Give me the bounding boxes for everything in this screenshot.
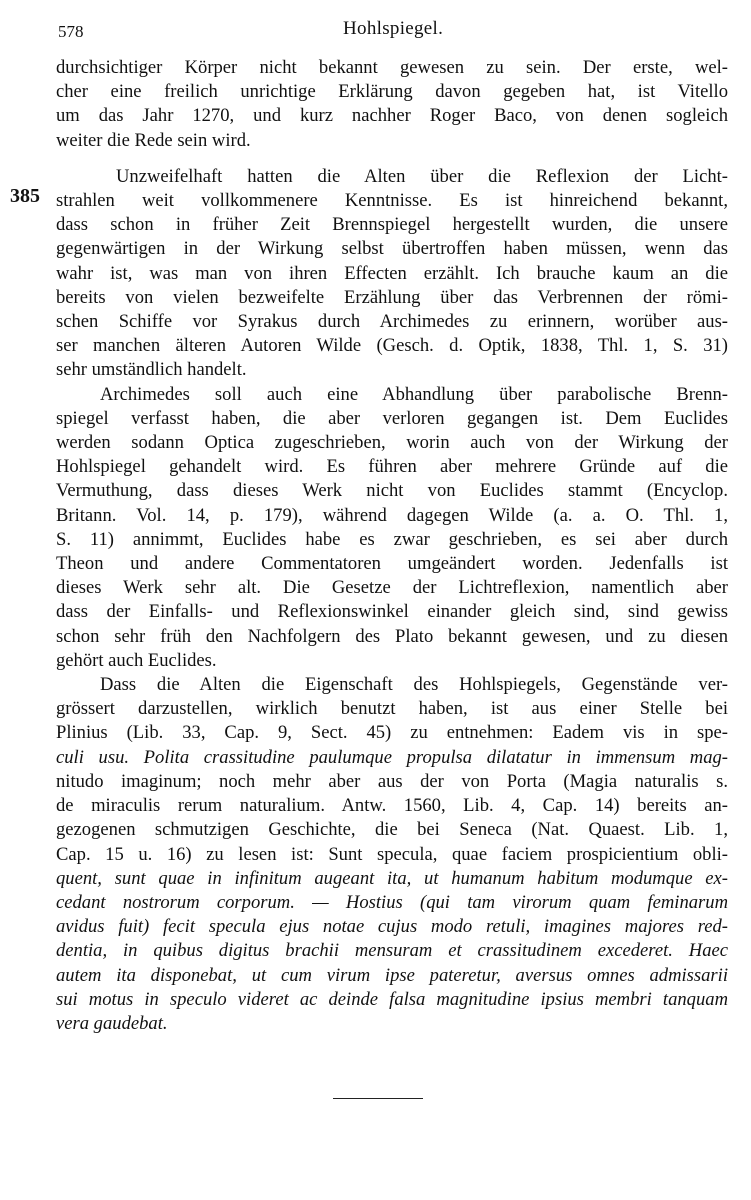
text-line: Dass die Alten die Eigenschaft des Hohlspiegels, Gegenstände ver- — [100, 674, 728, 696]
body-text — [56, 56, 728, 1036]
text-line: weiter die Rede sein wird. — [56, 129, 251, 151]
text-line: strahlen weit vollkommenere Kenntnisse. Es ist hinreichend bekannt, — [56, 190, 728, 212]
text-line: S. 11) annimmt, Euclides habe es zwar geschrieben, es sei aber durch — [56, 528, 728, 550]
text-line: wahr ist, was man von ihren Effecten erzählt. Ich brauche kaum an die — [56, 262, 728, 284]
text-line: dentia, in quibus digitus brachii mensuram et crassitudinem excederet. Haec — [56, 940, 728, 962]
paragraph-archimedes — [56, 383, 728, 673]
text-line: Plinius (Lib. 33, Cap. 9, Sect. 45) zu entnehmen: Eadem vis in spe- — [56, 722, 728, 744]
text-line: Archimedes soll auch eine Abhandlung über parabolische Brenn- — [100, 383, 728, 405]
text-line: schen Schiffe vor Syrakus durch Archimedes zu erinnern, worüber aus- — [56, 311, 728, 333]
text-line: avidus fuit) fecit specula ejus notae cujus modo retuli, imagines majores red- — [56, 916, 728, 938]
text-line: sui motus in speculo videret ac deinde falsa magnitudine ipsius membri tanquam — [56, 988, 728, 1010]
text-line: gezogenen schmutzigen Geschichte, die bei Seneca (Nat. Quaest. Lib. 1, — [56, 819, 728, 841]
text-line: durchsichtiger Körper nicht bekannt gewesen zu sein. Der erste, wel- — [56, 57, 728, 78]
text-line: culi usu. Polita crassitudine paulumque propulsa dilatatur in immensum mag- — [56, 746, 728, 768]
text-line: nitudo imaginum; noch mehr aber aus der von Porta (Magia naturalis s. — [56, 770, 728, 792]
text-line: schon sehr früh den Nachfolgern des Plato bekannt gewesen, und zu diesen — [56, 625, 728, 647]
text-line: Theon und andere Commentatoren umgeändert worden. Jedenfalls ist — [56, 553, 728, 575]
text-line: autem ita disponebat, ut cum virum ipse pateretur, aversus omnes admissarii — [56, 964, 728, 986]
text-line: Britann. Vol. 14, p. 179), während dagegen Wilde (a. a. O. Thl. 1, — [56, 504, 728, 526]
text-line: cedant nostrorum corporum. — Hostius (qui tam virorum quam feminarum — [56, 891, 728, 913]
page-number: 578 — [58, 22, 84, 41]
text-line: Hohlspiegel gehandelt wird. Es führen aber mehrere Gründe auf die — [56, 456, 728, 478]
text-line: Vermuthung, dass dieses Werk nicht von Euclides stammt (Encyclop. — [56, 480, 728, 502]
text-line: gehört auch Euclides. — [56, 649, 217, 671]
text-line: Cap. 15 u. 16) zu lesen ist: Sunt specula, quae faciem prospicientium obli- — [56, 843, 728, 865]
text-line: werden sodann Optica zugeschrieben, worin auch von der Wirkung der — [56, 432, 728, 454]
paragraph-hohlspiegel — [56, 673, 728, 1036]
text-line: Unzweifelhaft hatten die Alten über die Reflexion der Licht- — [116, 165, 728, 187]
text-line: dass schon in früher Zeit Brennspiegel hergestellt wurden, die unsere — [56, 214, 728, 236]
paragraph-continuation — [56, 56, 728, 153]
running-head: Hohlspiegel. — [343, 18, 444, 39]
text-line: dieses Werk sehr alt. Die Gesetze der Lichtreflexion, namentlich aber — [56, 577, 728, 599]
text-line: vera gaudebat. — [56, 1012, 168, 1034]
text-line: ser manchen älteren Autoren Wilde (Gesch. d. Optik, 1838, Thl. 1, S. 31) — [56, 335, 728, 357]
text-line: quent, sunt quae in infinitum augeant ita, ut humanum habitum modumque ex- — [56, 867, 728, 889]
text-line: de miraculis rerum naturalium. Antw. 1560, Lib. 4, Cap. 14) bereits an- — [56, 795, 728, 817]
page-header — [58, 18, 731, 48]
text-line: um das Jahr 1270, und kurz nachher Roger Baco, von denen sogleich — [56, 105, 728, 127]
section-number: 385 — [10, 185, 40, 207]
paragraph-reflexion — [56, 165, 728, 383]
closing-rule — [333, 1098, 423, 1099]
text-line: sehr umständlich handelt. — [56, 359, 247, 381]
text-line: grössert darzustellen, wirklich benutzt haben, ist aus einer Stelle bei — [56, 698, 728, 720]
text-line: gegenwärtigen in der Wirkung selbst übertroffen haben müssen, wenn das — [56, 238, 728, 260]
text-line: spiegel verfasst haben, die aber verloren gegangen ist. Dem Euclides — [56, 407, 728, 429]
text-line: cher eine freilich unrichtige Erklärung davon gegeben hat, ist Vitello — [56, 81, 728, 103]
text-line: dass der Einfalls- und Reflexionswinkel einander gleich sind, sind gewiss — [56, 601, 728, 623]
text-line: bereits von vielen bezweifelte Erzählung über das Verbrennen der römi- — [56, 286, 728, 308]
